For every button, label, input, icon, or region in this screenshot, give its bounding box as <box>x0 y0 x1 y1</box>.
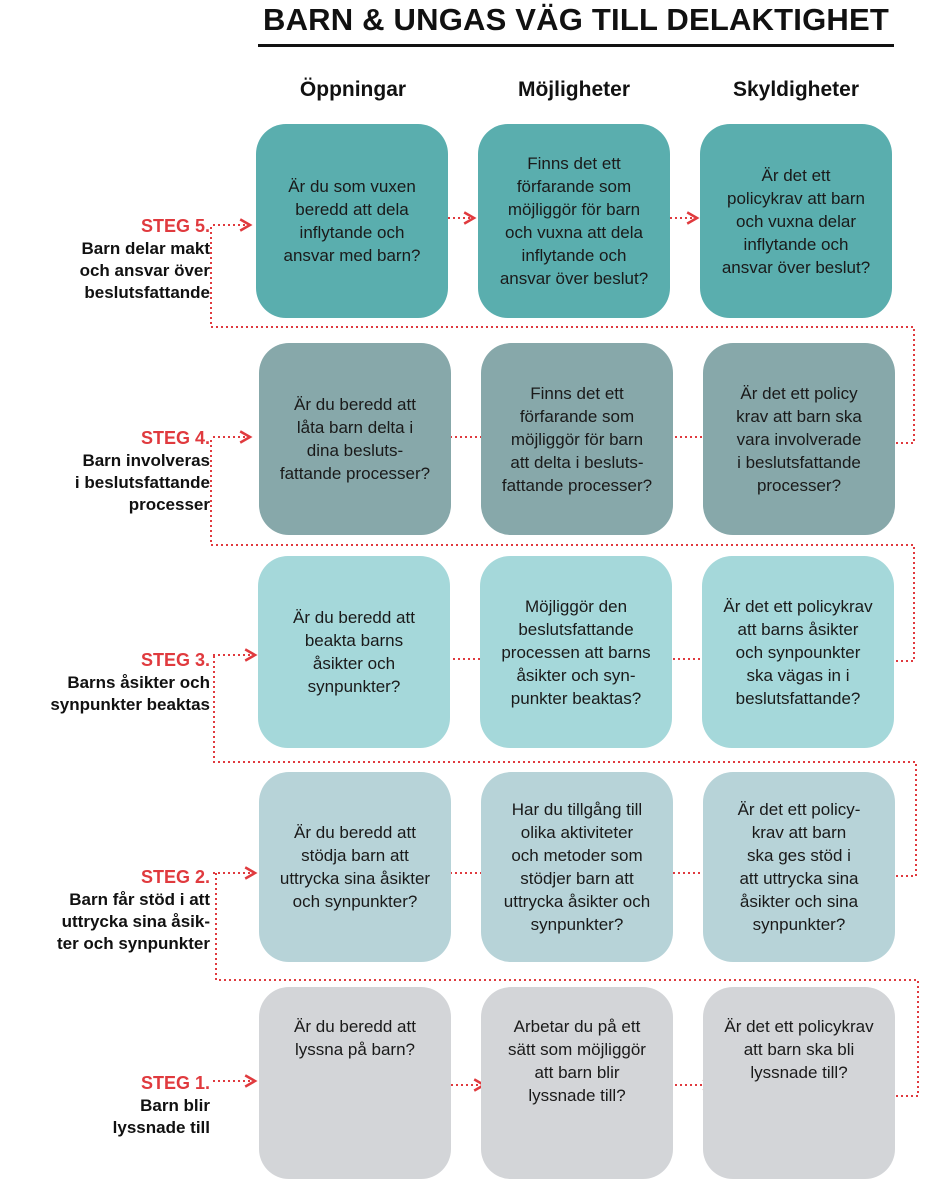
step-5-label <box>80 215 210 304</box>
box-step3-mojligheter-text: Möjliggör den beslutsfattande processen att barns åsikter och syn- punkter beaktas? <box>501 596 651 708</box>
box-step2-skyldigheter <box>703 772 895 962</box>
box-step1-mojligheter-text: Arbetar du på ett sätt som möjliggör att barn blir lyssnade till? <box>508 1017 646 1105</box>
box-step4-mojligheter-text: Finns det ett förfarande som möjliggör för barn att delta i besluts- fattande processer? <box>501 383 653 495</box>
box-step5-skyldigheter-text: Är det ett policykrav att barn och vuxna delar inflytande och ansvar över beslut? <box>721 165 871 277</box>
box-step3-oppningar <box>258 556 450 748</box>
box-step1-skyldigheter-text: Är det ett policykrav att barn ska bli lyssnade till? <box>724 1017 874 1082</box>
step-4-description: Barn involveras i beslutsfattande processer <box>74 451 210 514</box>
diagram-title: BARN & UNGAS VÄG TILL DELAKTIGHET <box>262 2 890 37</box>
box-step2-oppningar <box>259 772 451 962</box>
box-step5-oppningar <box>256 124 448 318</box>
column-header-oppningar: Öppningar <box>299 78 407 101</box>
box-step1-oppningar-text: Är du beredd att lyssna på barn? <box>294 1017 416 1059</box>
box-step3-mojligheter <box>480 556 672 748</box>
step-3-description: Barns åsikter och synpunkter beaktas <box>50 673 210 714</box>
box-step2-mojligheter-text: Har du tillgång till olika aktiviteter och metoder som stödjer barn att uttrycka åsikter och synpunkter? <box>503 800 651 934</box>
box-step1-skyldigheter <box>703 987 895 1179</box>
step-5-name: STEG 5. <box>140 216 210 236</box>
box-step4-skyldigheter-text: Är det ett policy krav att barn ska vara involverade i beslutsfattande processer? <box>736 383 862 495</box>
step-5-description: Barn delar makt och ansvar över beslutsfattande <box>79 239 210 302</box>
step-4-name: STEG 4. <box>140 428 210 448</box>
box-step1-mojligheter <box>481 987 673 1179</box>
column-header-skyldigheter: Skyldigheter <box>732 78 860 101</box>
step-2-description: Barn får stöd i att uttrycka sina åsik- ter och synpunkter <box>56 890 210 953</box>
box-step5-mojligheter <box>478 124 670 318</box>
step-1-description: Barn blir lyssnade till <box>112 1096 210 1137</box>
box-step3-skyldigheter <box>702 556 894 748</box>
box-step1-oppningar <box>259 987 451 1179</box>
step-3-label <box>50 649 210 716</box>
step-4-label <box>75 427 210 516</box>
column-header-mojligheter: Möjligheter <box>517 78 630 101</box>
step-3-name: STEG 3. <box>140 650 210 670</box>
box-step5-oppningar-text: Är du som vuxen beredd att dela inflytande och ansvar med barn? <box>283 177 421 265</box>
step-2-name: STEG 2. <box>140 867 210 887</box>
box-step4-skyldigheter <box>703 343 895 535</box>
step-1-label <box>113 1072 210 1139</box>
step-1-name: STEG 1. <box>140 1073 210 1093</box>
step-2-label <box>57 866 210 955</box>
box-step3-oppningar-text: Är du beredd att beakta barns åsikter och synpunkter? <box>293 608 415 696</box>
box-step4-mojligheter <box>481 343 673 535</box>
box-step4-oppningar-text: Är du beredd att låta barn delta i dina besluts- fattande processer? <box>279 395 431 483</box>
box-step2-oppningar-text: Är du beredd att stödja barn att uttrycka sina åsikter och synpunkter? <box>279 823 431 911</box>
box-step5-mojligheter-text: Finns det ett förfarande som möjliggör för barn och vuxna att dela inflytande och ansvar över beslut? <box>499 154 649 288</box>
box-step4-oppningar <box>259 343 451 535</box>
box-step5-skyldigheter <box>700 124 892 318</box>
box-step2-mojligheter <box>481 772 673 962</box>
box-step2-skyldigheter-text: Är det ett policy- krav att barn ska ges stöd i att uttrycka sina åsikter och sina synpunkter? <box>737 800 861 934</box>
box-step3-skyldigheter-text: Är det ett policykrav att barns åsikter och synpounkter ska vägas in i beslutsfattande? <box>723 596 873 708</box>
